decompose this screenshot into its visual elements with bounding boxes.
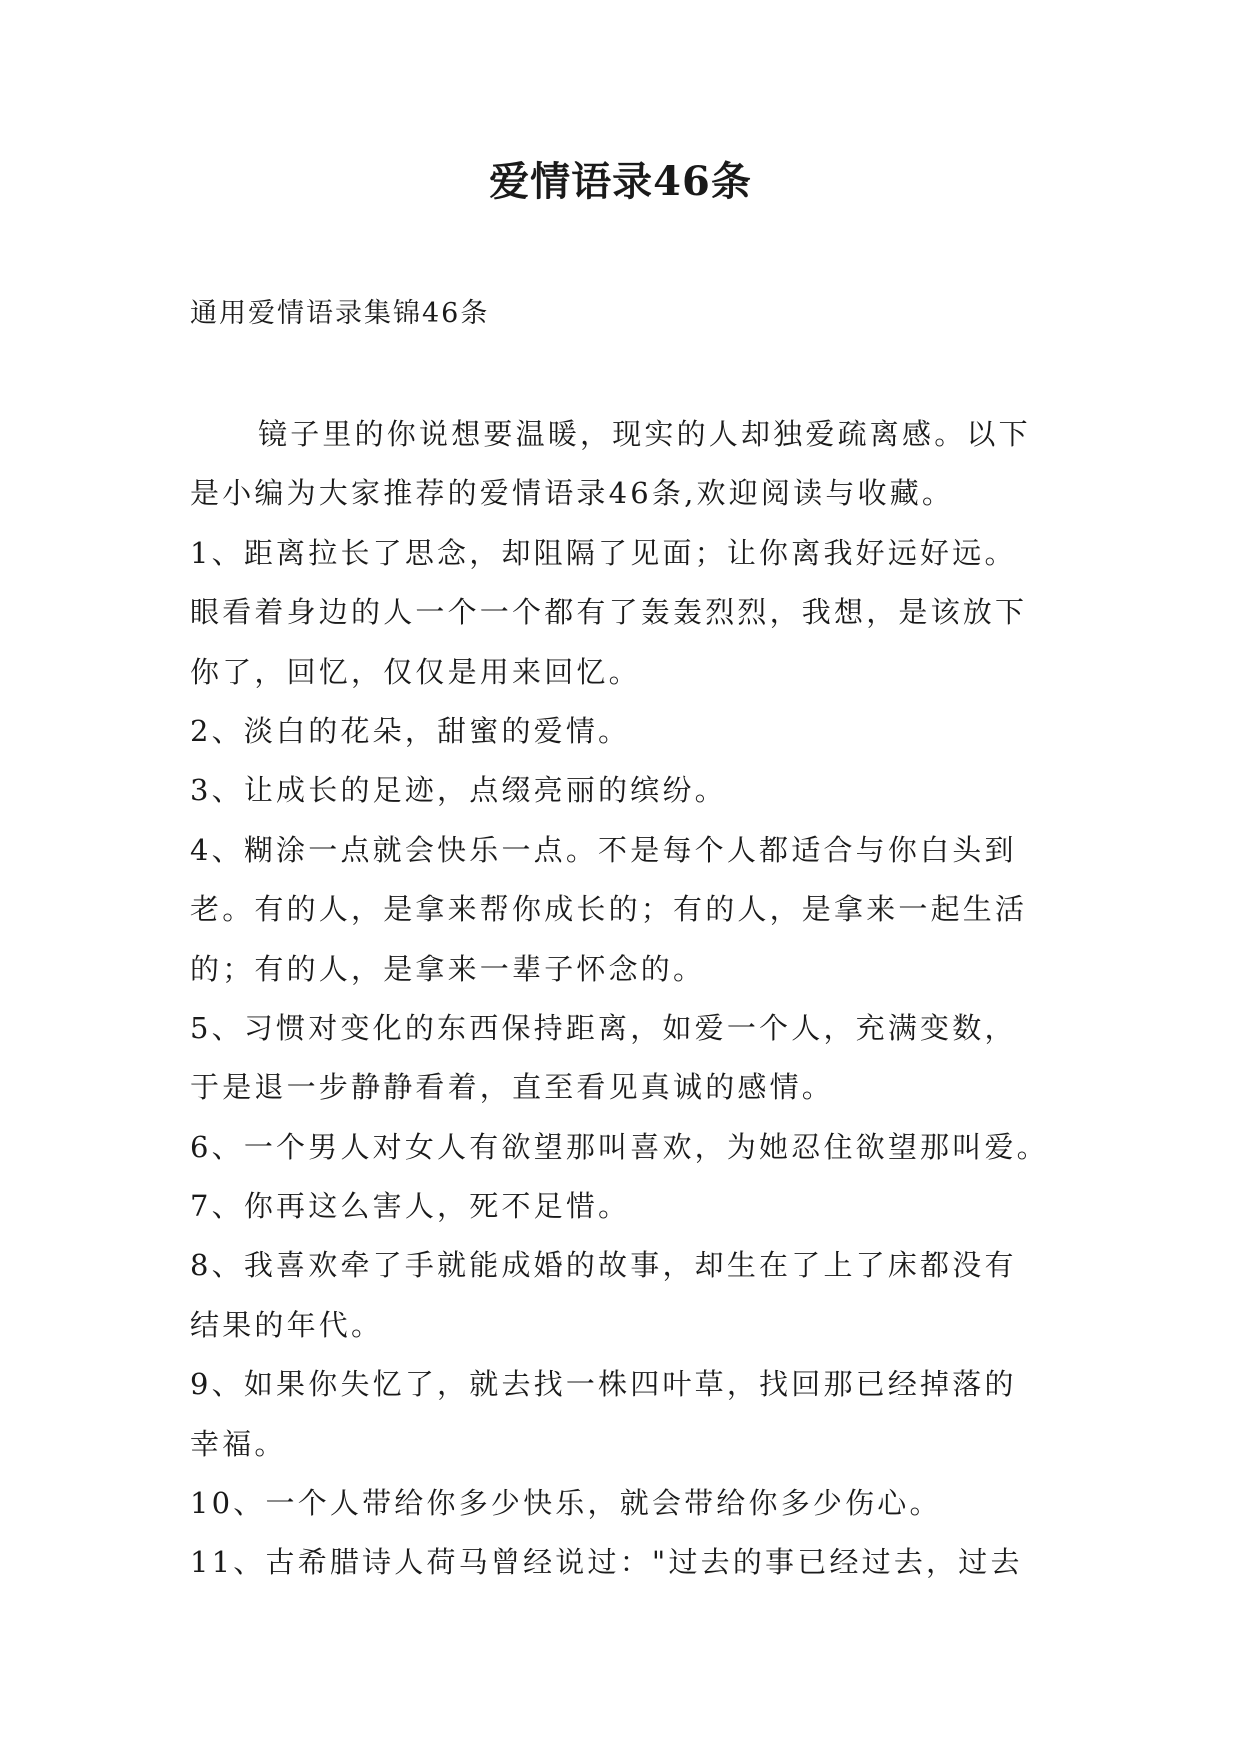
quote-line: 7、你再这么害人，死不足惜。 [190, 1189, 631, 1224]
document-body [190, 405, 1110, 1593]
quote-line: 结果的年代。 [190, 1307, 384, 1342]
quote-line: 的；有的人，是拿来一辈子怀念的。 [190, 951, 706, 986]
intro-line: 是小编为大家推荐的爱情语录46条,欢迎阅读与收藏。 [190, 476, 955, 511]
quote-line: 2、淡白的花朵，甜蜜的爱情。 [190, 713, 631, 748]
quote-line: 于是退一步静静看着，直至看见真诚的感情。 [190, 1070, 835, 1105]
quote-line: 11、古希腊诗人荷马曾经说过："过去的事已经过去，过去 [190, 1545, 1023, 1580]
quote-line: 5、习惯对变化的东西保持距离，如爱一个人，充满变数， [190, 1010, 1017, 1045]
quote-line: 8、我喜欢牵了手就能成婚的故事，却生在了上了床都没有 [190, 1248, 1017, 1283]
quote-line: 眼看着身边的人一个一个都有了轰轰烈烈，我想，是该放下 [190, 595, 1028, 630]
quote-line: 9、如果你失忆了，就去找一株四叶草，找回那已经掉落的 [190, 1367, 1017, 1402]
quote-line: 6、一个男人对女人有欲望那叫喜欢，为她忍住欲望那叫爱。 [190, 1129, 1049, 1164]
quote-line: 4、糊涂一点就会快乐一点。不是每个人都适合与你白头到 [190, 832, 1017, 867]
quote-line: 10、一个人带给你多少快乐，就会带给你多少伤心。 [190, 1486, 942, 1521]
quote-line: 幸福。 [190, 1426, 287, 1461]
quote-line: 你了，回忆，仅仅是用来回忆。 [190, 654, 641, 689]
document-subtitle: 通用爱情语录集锦46条 [190, 298, 490, 329]
document-title: 爱情语录46条 [489, 158, 752, 205]
quote-line: 老。有的人，是拿来帮你成长的；有的人，是拿来一起生活 [190, 892, 1028, 927]
quote-line: 3、让成长的足迹，点缀亮丽的缤纷。 [190, 773, 727, 808]
intro-line: 镜子里的你说想要温暖，现实的人却独爱疏离感。以下 [258, 417, 1031, 451]
quote-line: 1、距离拉长了思念，却阻隔了见面；让你离我好远好远。 [190, 535, 1017, 570]
